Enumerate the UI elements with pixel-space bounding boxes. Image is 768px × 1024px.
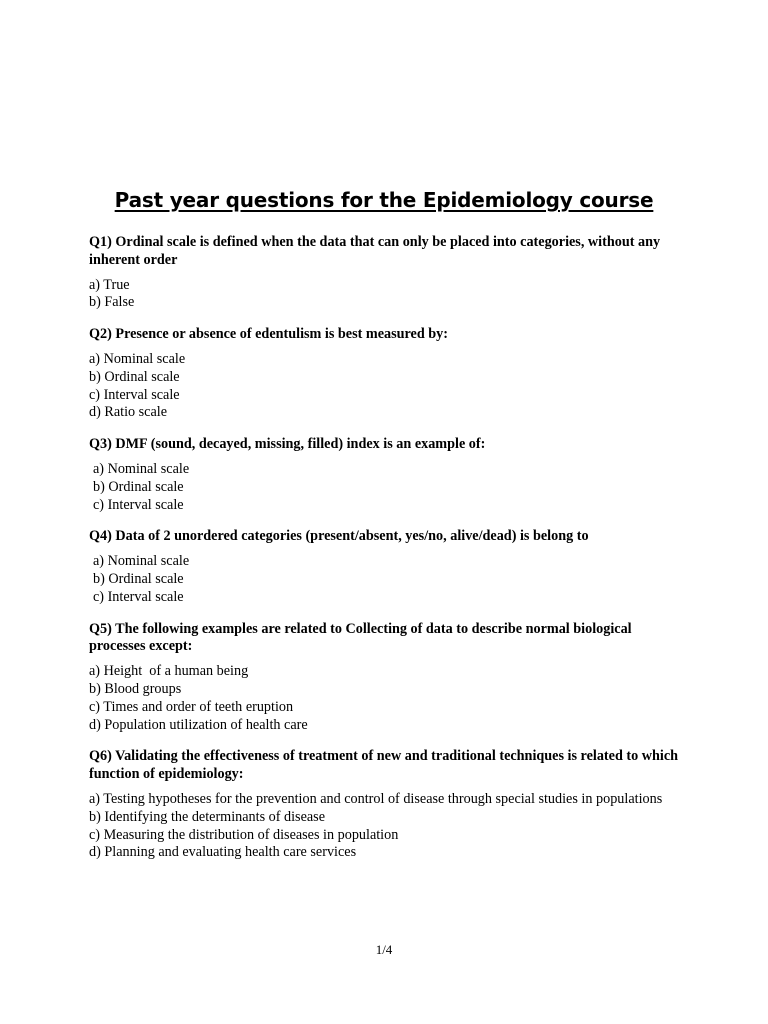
page-number: 1/4 bbox=[375, 942, 393, 957]
question-3-options bbox=[89, 461, 683, 514]
question-6: Q6) Validating the effectiveness of treatment of new and traditional techniques is related to which function of epidemiology: bbox=[89, 748, 679, 783]
question-5: Q5) The following examples are related to Collecting of data to describe normal biological processes except: bbox=[89, 620, 632, 655]
option: c) Measuring the distribution of diseases in population bbox=[89, 826, 399, 843]
option: d) Population utilization of health care bbox=[89, 716, 308, 733]
option: a) Nominal scale bbox=[93, 553, 190, 570]
question-4-options bbox=[89, 553, 683, 606]
option: a) Testing hypotheses for the prevention and control of disease through special studies in populations bbox=[89, 790, 663, 807]
question-2: Q2) Presence or absence of edentulism is best measured by: bbox=[89, 326, 448, 343]
option: d) Ratio scale bbox=[89, 404, 168, 421]
question-4: Q4) Data of 2 unordered categories (present/absent, yes/no, alive/dead) is belong to bbox=[89, 528, 589, 545]
option: c) Interval scale bbox=[89, 386, 180, 403]
option: a) Nominal scale bbox=[93, 460, 190, 477]
option: b) False bbox=[89, 294, 135, 311]
option: c) Interval scale bbox=[93, 496, 184, 513]
option: a) Nominal scale bbox=[89, 350, 186, 367]
option: b) Identifying the determinants of disease bbox=[89, 808, 325, 825]
option: a) True bbox=[89, 276, 130, 293]
question-1-options bbox=[89, 277, 683, 313]
option: b) Ordinal scale bbox=[93, 478, 184, 495]
option: d) Planning and evaluating health care services bbox=[89, 844, 357, 861]
option: a) Height of a human being bbox=[89, 663, 249, 680]
question-list bbox=[89, 234, 683, 876]
option: c) Interval scale bbox=[93, 588, 184, 605]
question-2-options bbox=[89, 351, 683, 422]
option: b) Ordinal scale bbox=[89, 368, 180, 385]
question-6-options bbox=[89, 791, 683, 862]
document-title: Past year questions for the Epidemiology course bbox=[114, 188, 654, 212]
option: c) Times and order of teeth eruption bbox=[89, 698, 294, 715]
option: b) Blood groups bbox=[89, 680, 182, 697]
question-5-options bbox=[89, 663, 683, 734]
question-3: Q3) DMF (sound, decayed, missing, filled) index is an example of: bbox=[89, 436, 486, 453]
option: b) Ordinal scale bbox=[93, 570, 184, 587]
question-1: Q1) Ordinal scale is defined when the data that can only be placed into categories, without any inherent order bbox=[89, 234, 661, 268]
